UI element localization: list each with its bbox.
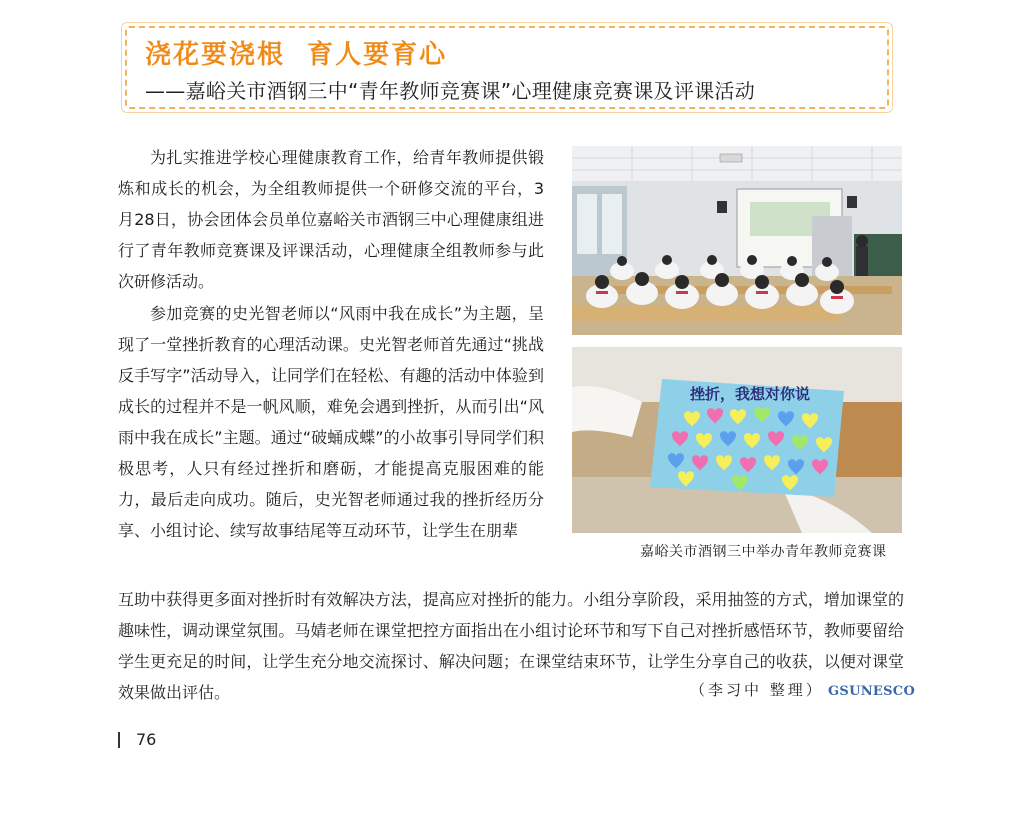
paragraph-1: 为扎实推进学校心理健康教育工作，给青年教师提供锻炼和成长的机会，为全组教师提供一个研修交流的平台，3月28日，协会团体会员单位嘉峪关市酒钢三中心理健康组进行了青年教师竞赛课及评课活动，心理健康全组教师参与此次研修活动。 <box>118 148 544 291</box>
signature: （李习中 整理） <box>690 681 824 699</box>
classroom-photo <box>572 146 902 335</box>
article-title: 浇花要浇根 育人要育心 <box>145 40 448 70</box>
page-number: 76 <box>136 730 157 749</box>
page-divider <box>118 732 120 748</box>
photo-caption: 嘉峪关市酒钢三中举办青年教师竞赛课 <box>640 544 887 560</box>
paragraph-3: 互助中获得更多面对挫折时有效解决方法，提高应对挫折的能力。小组分享阶段，采用抽签的方式，增加课堂的趣味性，调动课堂氛围。马婧老师在课堂把控方面指出在小组讨论环节和写下自己对挫折感悟环节，教师要留给学生更充足的时间，让学生充分地交流探讨、解决问题；在课堂结束环节，让学生分享自己的收获，以便对课堂效果做出评估。 <box>118 590 904 702</box>
board-title: 挫折，我想对你说 <box>690 385 811 403</box>
paragraph-2: 参加竞赛的史光智老师以“风雨中我在成长”为主题，呈现了一堂挫折教育的心理活动课。史光智老师首先通过“挑战反手写字”活动导入，让同学们在轻松、有趣的活动中体验到成长的过程并不是一帆风顺，难免会遇到挫折，从而引出“风雨中我在成长”主题。通过“破蛹成蝶”的小故事引导同学们积极思考，人只有经过挫折和磨砺，才能提高克服困难的能力，最后走向成功。随后，史光智老师通过我的挫折经历分享、小组讨论、续写故事结尾等互动环节，让学生在朋辈 <box>118 304 544 540</box>
brand-mark: GSUNESCO <box>828 684 916 699</box>
article-subtitle: ——嘉峪关市酒钢三中“青年教师竞赛课”心理健康竞赛课及评课活动 <box>145 79 756 103</box>
heart-board-photo <box>572 347 902 533</box>
